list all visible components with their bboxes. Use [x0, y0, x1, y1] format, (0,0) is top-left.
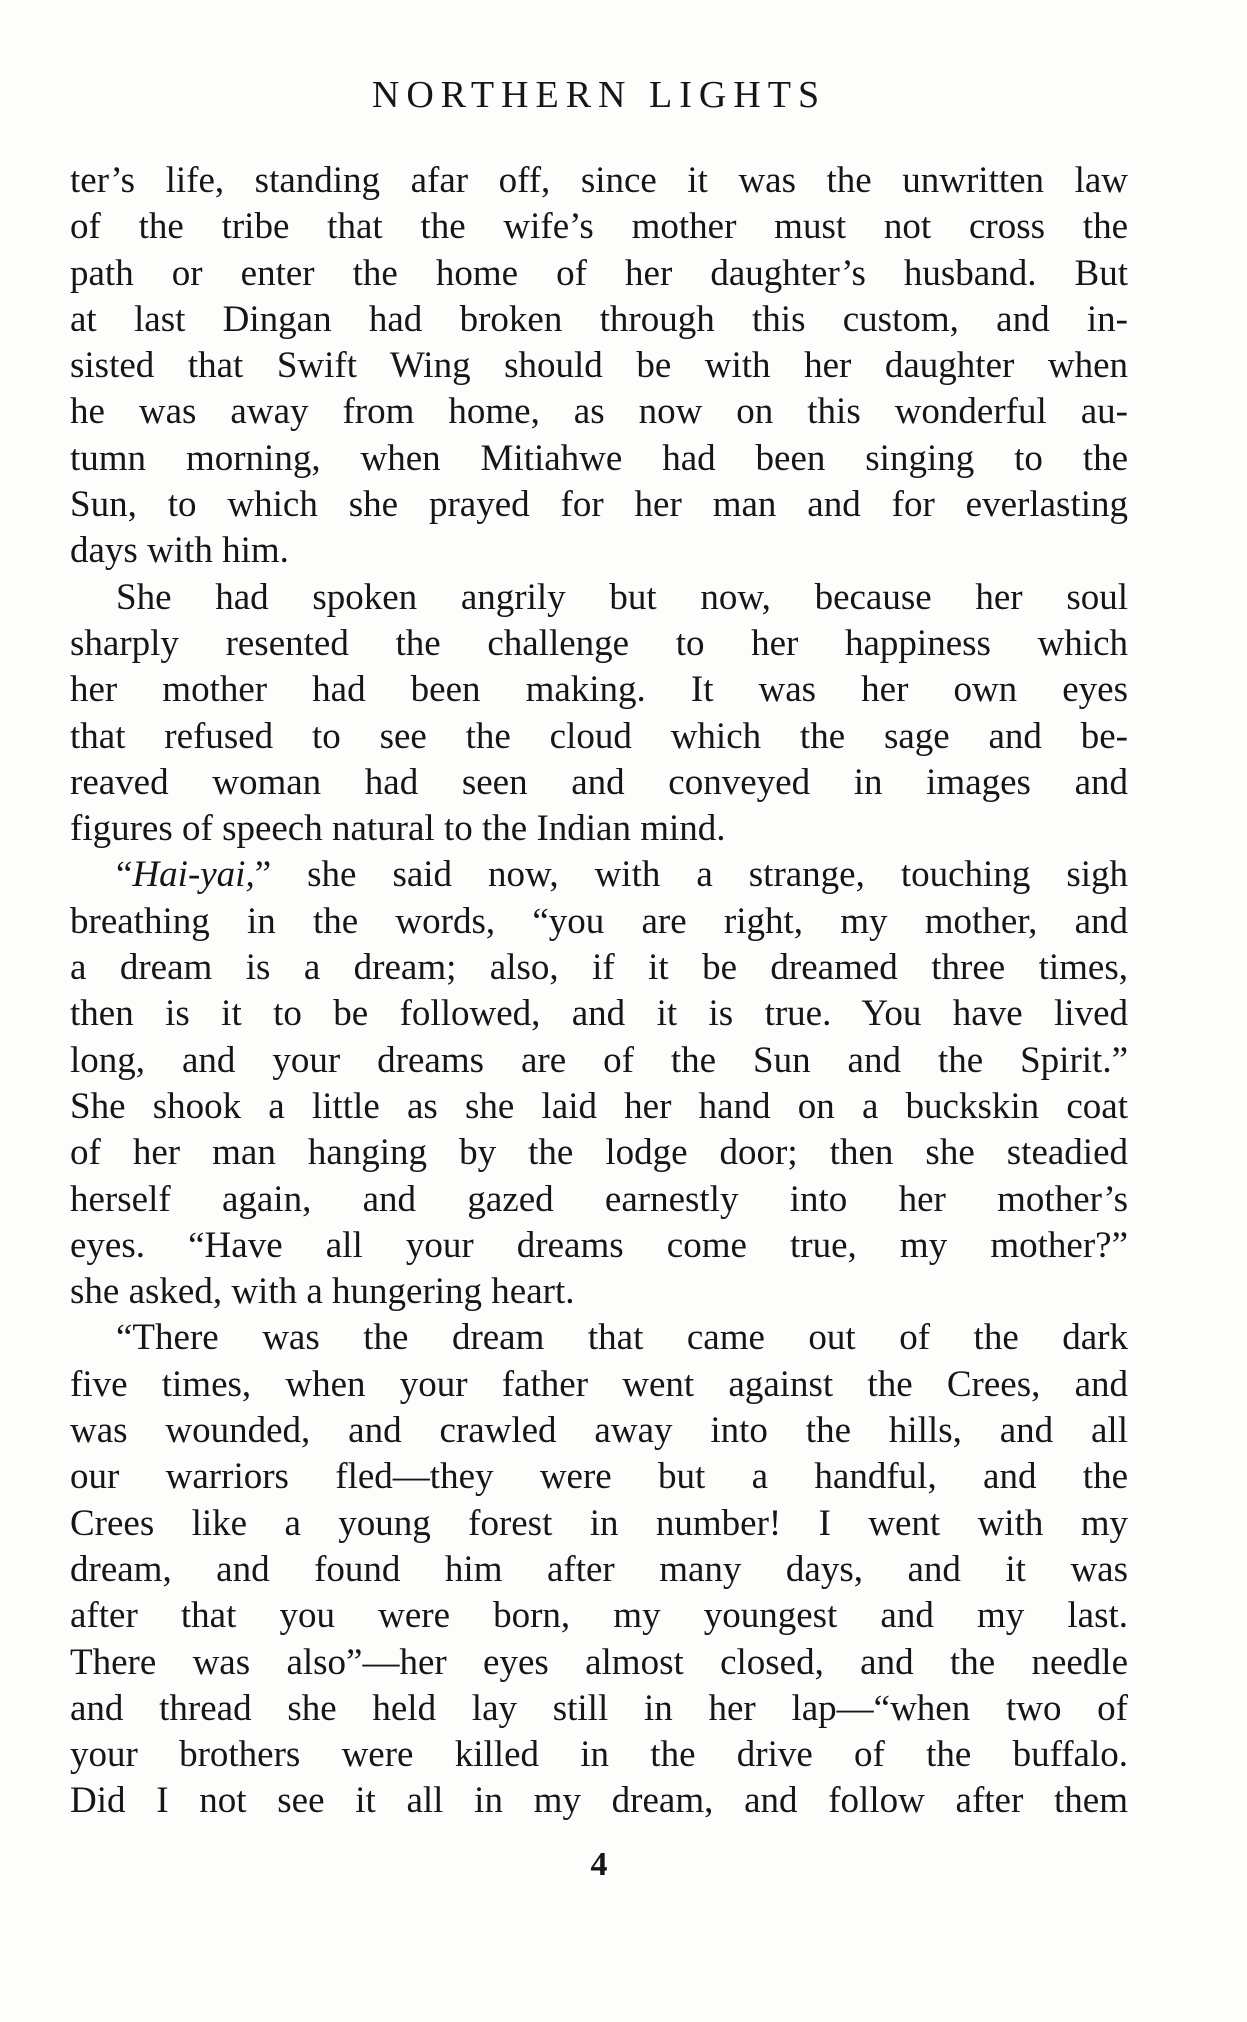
text-line: Sun, to which she prayed for her man and for everlasting: [70, 484, 1128, 526]
book-page: [70, 0, 1128, 2022]
text-line: that refused to see the cloud which the sage and be-: [70, 715, 1128, 757]
text-line: reaved woman had seen and conveyed in images and: [70, 761, 1128, 803]
running-head: NORTHERN LIGHTS: [371, 74, 827, 116]
text-line: at last Dingan had broken through this custom, and in-: [70, 298, 1128, 340]
text-line: Did I not see it all in my dream, and follow after them: [70, 1780, 1128, 1822]
text-line: and thread she held lay still in her lap—“when two of: [70, 1687, 1128, 1729]
text-line: of the tribe that the wife’s mother must not cross the: [70, 206, 1128, 248]
text-line: of her man hanging by the lodge door; then she steadied: [70, 1132, 1128, 1174]
text-line: breathing in the words, “you are right, my mother, and: [70, 900, 1128, 942]
open-quote: “: [116, 854, 133, 896]
text-line: a dream is a dream; also, if it be dreamed three times,: [70, 947, 1128, 989]
text-line: There was also”—her eyes almost closed, and the needle: [70, 1641, 1128, 1683]
text-line: days with him.: [70, 530, 289, 572]
italic-phrase: Hai-yai,: [132, 854, 255, 896]
line-rest: ” she said now, with a strange, touching sigh: [254, 854, 1128, 896]
text-line: dream, and found him after many days, and it was: [70, 1548, 1128, 1590]
text-line: She had spoken angrily but now, because her soul: [116, 576, 1128, 618]
text-line: [70, 852, 1128, 898]
text-line: path or enter the home of her daughter’s husband. But: [70, 252, 1128, 294]
text-line: your brothers were killed in the drive of the buffalo.: [70, 1734, 1128, 1776]
text-line: herself again, and gazed earnestly into her mother’s: [70, 1178, 1128, 1220]
text-line: our warriors fled—they were but a handful, and the: [70, 1456, 1128, 1498]
text-line: figures of speech natural to the Indian mind.: [70, 808, 726, 850]
text-line: sisted that Swift Wing should be with her daughter when: [70, 345, 1128, 387]
text-line: long, and your dreams are of the Sun and the Spirit.”: [70, 1039, 1128, 1081]
text-line: She shook a little as she laid her hand on a buckskin coat: [70, 1085, 1128, 1127]
text-line: ter’s life, standing afar off, since it was the unwritten law: [70, 160, 1128, 201]
text-line: after that you were born, my youngest and my last.: [70, 1595, 1128, 1637]
body-text: [70, 158, 1128, 1825]
text-line: “There was the dream that came out of the dark: [116, 1317, 1128, 1359]
text-line: Crees like a young forest in number! I went with my: [70, 1502, 1128, 1544]
page-number: 4: [590, 1846, 608, 1883]
text-line: five times, when your father went against the Crees, and: [70, 1363, 1128, 1405]
text-line: she asked, with a hungering heart.: [70, 1271, 575, 1313]
text-line: was wounded, and crawled away into the hills, and all: [70, 1410, 1128, 1452]
text-line: eyes. “Have all your dreams come true, my mother?”: [70, 1224, 1128, 1266]
text-line: he was away from home, as now on this wonderful au-: [70, 391, 1128, 433]
text-line: tumn morning, when Mitiahwe had been singing to the: [70, 437, 1128, 479]
text-line: sharply resented the challenge to her happiness which: [70, 622, 1128, 664]
text-line: then is it to be followed, and it is true. You have lived: [70, 993, 1128, 1035]
text-line: her mother had been making. It was her own eyes: [70, 669, 1128, 711]
